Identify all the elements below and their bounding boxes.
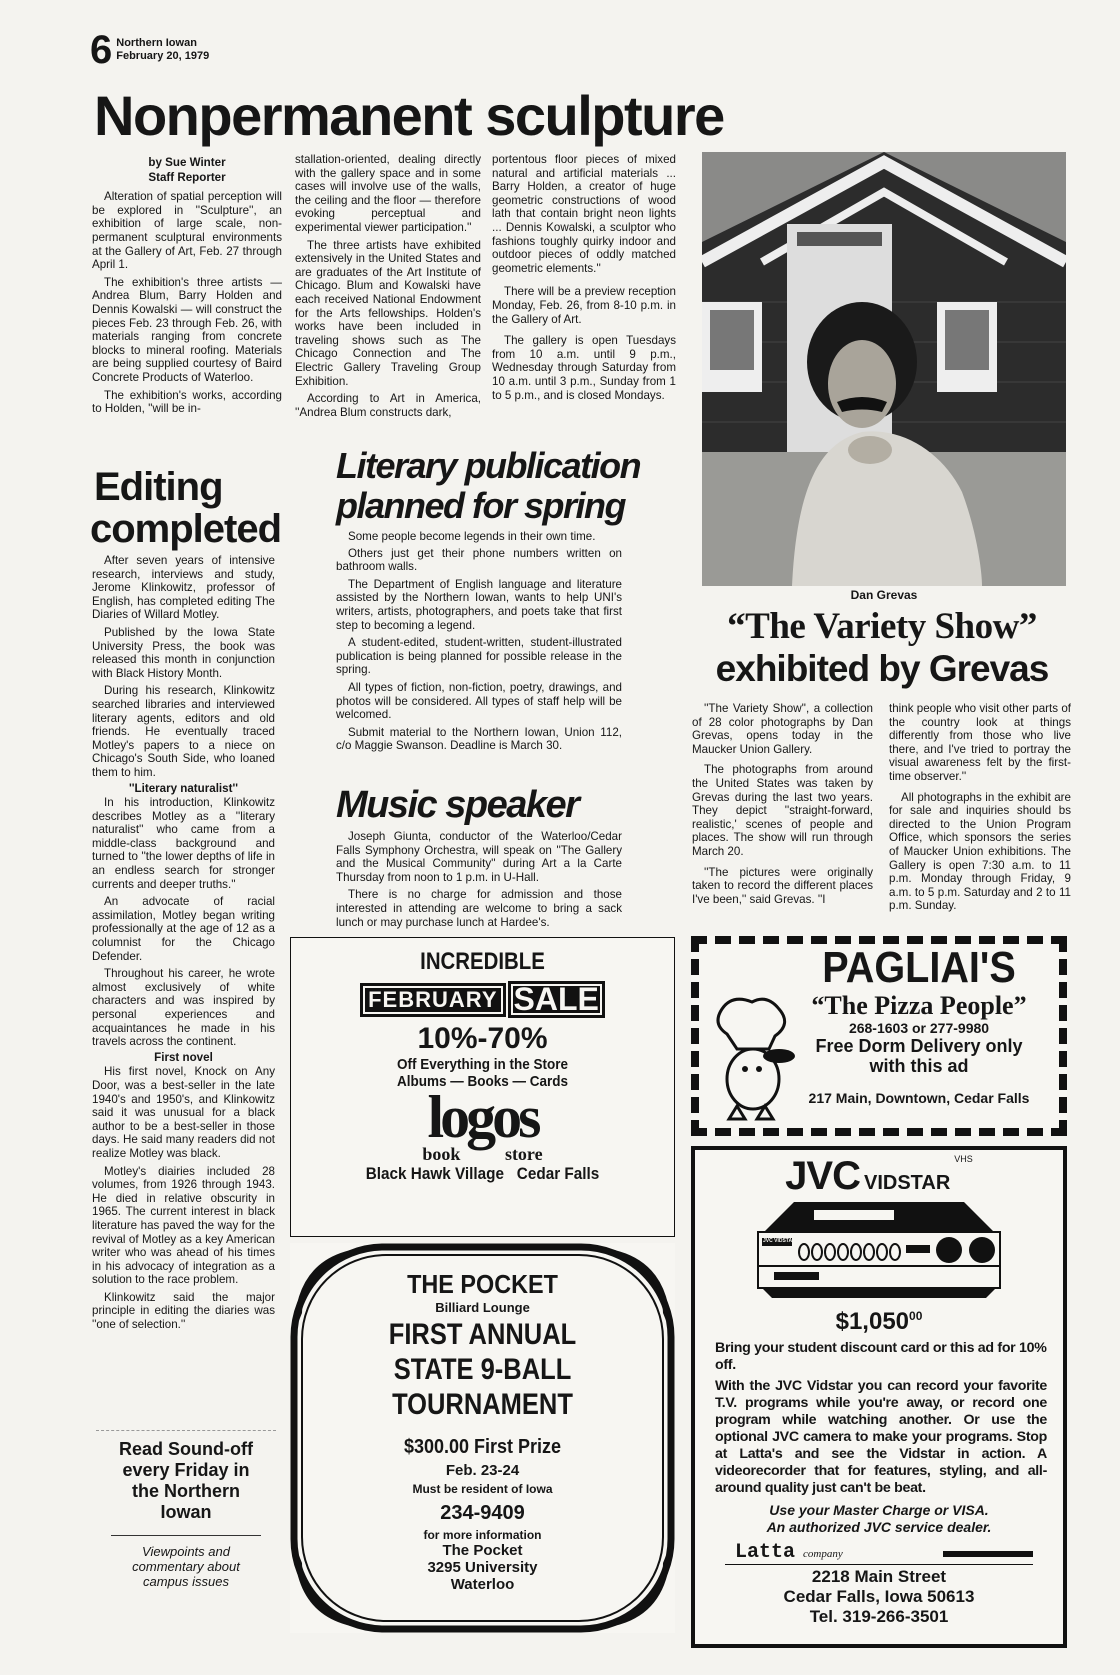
pocket-name: THE POCKET	[407, 1269, 558, 1299]
payment-text: Use your Master Charge or VISA.	[769, 1502, 989, 1518]
paragraph: The Department of English language and literature assisted by the Northern Iowan, wants to help UNI's writers, artists, photographers, and poets take that first step to becoming a legend.	[336, 577, 622, 632]
editing-headline	[90, 466, 281, 550]
paragraph: All photographs in the exhibit are for sale and inquiries should bs directed to the Union Program Office, which sponsors the series of Maucker Union exhibitions. The Gallery is open 7:30 a.m. to 11 p.m. Monday through Friday, 9 a.m. to 5 p.m. Saturday and 2 to 11 p.m. Sunday.	[889, 790, 1071, 913]
tournament-title: STATE 9-BALL	[393, 1353, 572, 1386]
phone: 234-9409	[440, 1502, 525, 1524]
store-street: 2218 Main Street	[811, 1567, 947, 1586]
literary-headline-line2: planned for spring	[336, 485, 626, 526]
soundoff-box	[96, 1430, 276, 1630]
eligibility: Must be resident of Iowa	[412, 1482, 553, 1496]
subhead: ''Literary naturalist''	[129, 781, 238, 795]
store-name: Latta	[735, 1541, 796, 1564]
page-number: 6	[90, 28, 113, 72]
literary-headline-line1: Literary publication	[336, 445, 641, 486]
prize: $300.00 First Prize	[403, 1436, 562, 1458]
paragraph: The exhibition's three artists — Andrea Blum, Barry Holden and Dennis Kowalski — will construct the pieces Feb. 23 through Feb. 26, with materials ranging from concrete blocks to mineral roofing. Materials are being supplied courtesy of Baird Concrete Products of Waterloo.	[92, 275, 282, 384]
description-text: With the JVC Vidstar you can record your favorite T.V. programs while you're away, or record one program while watching another. Or use the optional JVC camera to make your programs. Stop at Latta's and see the Vidstar in action. A videorecorder that for features, styling, and all-around quality just can't be beat.	[715, 1378, 1047, 1496]
soundoff-title: Read Sound-off every Friday in the Northern Iowan	[119, 1439, 253, 1522]
unit-label: JVC VIDSTAR	[763, 1238, 796, 1244]
logo-sub: store	[504, 1144, 543, 1164]
paragraph: portentous floor pieces of mixed natural and artificial materials ... Barry Holden, a creator of huge geometric constructions of wood lath that contain bright neon lights ... Dennis Kowalski, a sculptor who fashions toughly quirky indoor and outdoor pieces of oddly matched geometric elements.''	[492, 153, 676, 275]
price-dollars: $1,050	[835, 1308, 910, 1335]
paragraph: In his introduction, Klinkowitz describes Motley as a ''literary naturalist'' who came from a middle-class background and turned to ''the lower depths of life in an endless search for stronger currents and deeper truths.''	[92, 796, 275, 891]
discount-range: 10%-70%	[417, 1022, 548, 1055]
store-location: Black Hawk Village Cedar Falls	[365, 1164, 600, 1183]
paragraph: Motley's diairies included 28 volumes, from 1926 through 1943. He died in relative obscurity in 1965. The current interest in black literature has paved the way for the revival of Motley as a key American writer who was ahead of his times in his advocacy of integration as a solution to the race problem.	[92, 1164, 275, 1287]
paragraph: His first novel, Knock on Any Door, was a best-seller in the late 1940's and 1950's, and Klinkowitz said it was unusual for a black author to be a best-seller in those days. He said many readers did not realize Motley was black.	[92, 1065, 275, 1160]
variety-headline	[692, 606, 1072, 690]
paragraph: Klinkowitz said the major principle in editing the diaries was ''one of selection.''	[92, 1290, 275, 1332]
pagliai-slogan: “The Pizza People”	[811, 991, 1027, 1020]
delivery-offer: Free Dorm Delivery only	[815, 1036, 1023, 1056]
sculpture-col2	[295, 153, 481, 423]
paragraph: A student-edited, student-written, student-illustrated publication is being planned for possible release in the spring.	[336, 636, 622, 677]
paragraph: think people who visit other parts of the country look at things differently from those who live there, and I've tried to portray the visual awareness felt by the first-time observer.''	[889, 702, 1071, 783]
music-headline: Music speaker	[336, 784, 579, 826]
delivery-offer: with this ad	[869, 1056, 969, 1076]
info: for more information	[423, 1528, 542, 1542]
literary-headline	[336, 446, 681, 526]
february-sale-banner	[291, 981, 674, 1018]
paragraph: During his research, Klinkowitz searched libraries and interviewed literary agents, editors and old friends. He eventually traced Motley's papers to a niece on Chicago's South Side, who loaned them to him.	[92, 684, 275, 779]
music-body	[336, 830, 622, 933]
format-label: VHS	[954, 1154, 973, 1164]
byline-role: Staff Reporter	[148, 170, 226, 184]
paragraph: ''The Variety Show'', a collection of 28 color photographs by Dan Grevas, opens today in the Maucker Union Gallery.	[692, 702, 873, 756]
paragraph: Published by the Iowa State University Press, the book was released this month in conjunction with Black History Month.	[92, 625, 275, 680]
pocket-type: Billiard Lounge	[435, 1300, 530, 1315]
paragraph: Some people become legends in their own time.	[348, 530, 596, 543]
editing-body	[92, 554, 275, 1336]
byline: by Sue Winter	[148, 156, 226, 169]
paragraph: Throughout his career, he wrote almost exclusively of white characters and was inspired by personal experiences and acquaintances he made in his travels across the continent.	[92, 967, 275, 1049]
paragraph: The three artists have exhibited extensively in the United States and are graduates of the Art Institute of Chicago. Blum and Kowalski have each received National Endowment for the Arts fellowships. Holden's works have been included in traveling shows such as The Chicago Connection and The Electric Gallery Traveling Group Exhibition.	[295, 238, 481, 388]
venue: The Pocket	[442, 1542, 523, 1559]
latta-logo	[725, 1541, 1033, 1565]
masthead	[90, 30, 209, 70]
issue-date: February 20, 1979	[116, 50, 210, 62]
paragraph: An advocate of racial assimilation, Motley began writing professionally at the age of 12 as a columnist for the Chicago Defender.	[92, 895, 275, 963]
paragraph: According to Art in America, ''Andrea Blum constructs dark,	[295, 392, 481, 419]
february-label: FEBRUARY	[360, 983, 505, 1017]
address: 3295 University	[427, 1559, 538, 1576]
paragraph: After seven years of intensive research, interviews and study, Jerome Klinkowitz, professor of English, has completed editing The Diaries of Willard Motley.	[92, 554, 275, 622]
paragraph: The photographs from around the United States was taken by Grevas during the last two years. They depict ''straight-forward, realistic,' scenes of people and places. The show will run through March 20.	[692, 763, 873, 858]
literary-body	[336, 530, 622, 757]
product-label: VIDSTAR	[863, 1172, 951, 1194]
pagliai-name: PAGLIAI'S	[822, 943, 1016, 992]
brand-label: JVC	[785, 1154, 860, 1198]
paragraph: The exhibition's works, according to Holden, ''will be in-	[92, 388, 282, 416]
logo-wordmark: logos	[427, 1084, 538, 1150]
paragraph: There is no charge for admission and those interested in attending are welcome to bring a sack lunch or may purchase lunch at Hardee's.	[336, 888, 622, 929]
logo-sub: book	[422, 1144, 461, 1164]
paragraph: Others just get their phone numbers written on bathroom walls.	[336, 546, 622, 574]
paragraph: The gallery is open Tuesdays from 10 a.m. until 9 p.m., Wednesday through Saturday from 10 a.m. until 3 p.m., Sunday from 1 to 5 p.m., and is closed Mondays.	[492, 334, 676, 402]
jvc-logo	[695, 1154, 1063, 1198]
house-portrait-image	[702, 152, 1066, 586]
discount-text: Bring your student discount card or this ad for 10% off.	[715, 1340, 1047, 1373]
price-cents: 00	[909, 1309, 923, 1323]
paragraph: There will be a preview reception Monday, Feb. 26, from 8-10 p.m. in the Gallery of Art.	[492, 285, 676, 326]
dates: Feb. 23-24	[445, 1462, 520, 1479]
variety-headline-line2: exhibited by Grevas	[715, 648, 1049, 689]
photo-caption: Dan Grevas	[850, 588, 918, 602]
store-phone: Tel. 319-266-3501	[809, 1607, 949, 1626]
logos-bookstore-ad	[290, 937, 675, 1237]
dealer-text: An authorized JVC service dealer.	[766, 1519, 992, 1535]
paragraph: All types of fiction, non-fiction, poetry, drawings, and photos will be considered. All types of staff help will be welcomed.	[336, 680, 622, 722]
variety-headline-line1: “The Variety Show”	[727, 606, 1037, 647]
tournament-title: TOURNAMENT	[392, 1388, 573, 1421]
pagliais-pizza-ad	[691, 936, 1067, 1136]
editing-headline-line2: completed	[90, 507, 282, 551]
paragraph: Joseph Giunta, conductor of the Waterloo/Cedar Falls Symphony Orchestra, will speak on ''The Gallery and the Musical Community'' during Art a la Carte Thursday from noon to 1 p.m. in U-Hall.	[336, 830, 622, 884]
vcr-illustration	[754, 1200, 1004, 1300]
pagliai-address: 217 Main, Downtown, Cedar Falls	[808, 1090, 1030, 1106]
ad-headline: INCREDIBLE	[420, 948, 545, 975]
variety-col1	[692, 702, 873, 910]
soundoff-subtitle: Viewpoints and commentary about campus issues	[132, 1544, 240, 1589]
variety-col2	[889, 702, 1071, 917]
ad-line: Albums — Books — Cards	[396, 1073, 569, 1090]
paragraph: Submit material to the Northern Iowan, Union 112, c/o Maggie Swanson. Deadline is March 30.	[336, 725, 622, 753]
store-suffix: company	[803, 1548, 843, 1560]
price	[695, 1302, 1063, 1336]
vcr-image	[754, 1200, 1004, 1300]
paragraph: ''The pictures were originally taken to record the different places I've been,'' said Grevas. ''I	[692, 865, 873, 906]
sculpture-col1	[92, 156, 282, 420]
paragraph: Alteration of spatial perception will be explored in ''Sculpture'', an exhibition of large scale, non-permanent sculptural environments at the Gallery of Art, Feb. 27 through April 1.	[92, 190, 282, 272]
tournament-title: FIRST ANNUAL	[388, 1318, 577, 1351]
city: Waterloo	[450, 1576, 515, 1593]
grevas-photo	[702, 152, 1066, 586]
store-city: Cedar Falls, Iowa 50613	[783, 1587, 975, 1606]
sculpture-col3	[492, 153, 676, 406]
sculpture-headline: Nonpermanent sculpture	[94, 84, 724, 147]
paragraph: stallation-oriented, dealing directly with the gallery space and in some cases will involve use of the walls, the ceiling and the floor — therefore evoking perceptual and experimental viewer participation.''	[295, 153, 481, 234]
ad-line: Off Everything in the Store	[396, 1056, 569, 1073]
subhead: First novel	[154, 1050, 213, 1064]
pagliai-phones: 268-1603 or 277-9980	[848, 1020, 990, 1036]
editing-headline-line1: Editing	[94, 465, 223, 509]
jvc-vidstar-ad	[691, 1146, 1067, 1648]
logos-logo	[291, 1084, 674, 1164]
paper-name: Northern Iowan	[116, 37, 197, 49]
sale-label: SALE	[508, 981, 605, 1018]
pocket-billiards-ad	[290, 1243, 675, 1633]
